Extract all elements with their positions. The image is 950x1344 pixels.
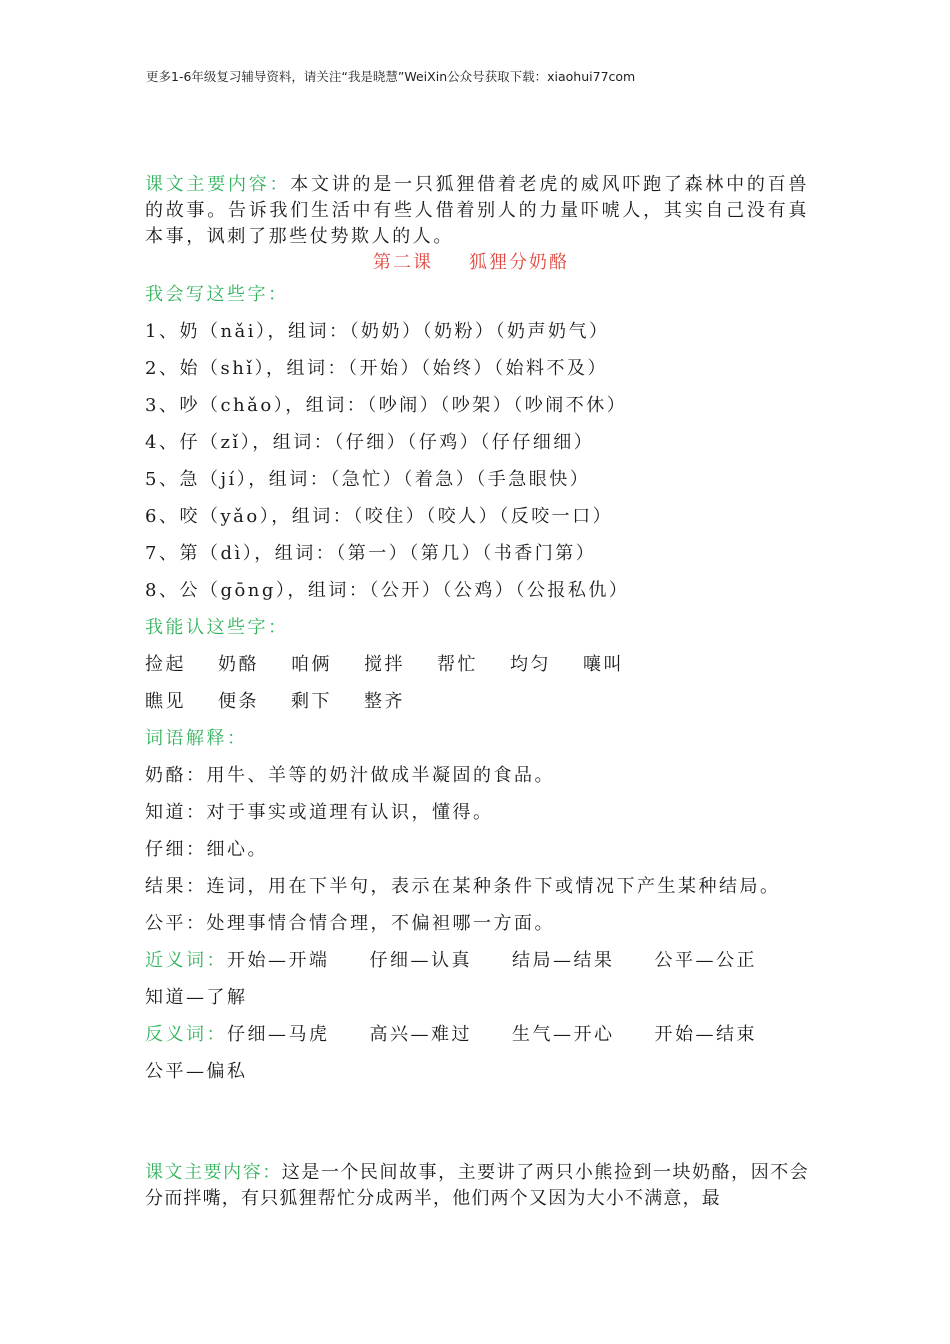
summary-text: 本文讲的是一只狐狸借着老虎的威风吓跑了森林中的百兽的故事。告诉我们生活中有些人借着别人的力量吓唬人，其实自己没有真本事，讽刺了那些仗势欺人的人。: [145, 174, 810, 247]
recognize-word: 瞧见: [145, 691, 186, 712]
recognize-word: 嚷叫: [583, 654, 624, 675]
explain-item-3: 仔细：细心。: [145, 839, 268, 860]
summary-lesson-1: [145, 172, 809, 250]
summary-lesson-2: [145, 1160, 809, 1212]
antonym-pair: 高兴—难过: [369, 1024, 472, 1045]
recognize-heading: 我能认这些字：: [145, 617, 289, 638]
antonym-pair: 仔细—马虎: [227, 1024, 330, 1045]
explain-item-5: 公平：处理事情合情合理，不偏袒哪一方面。: [145, 913, 555, 934]
summary-label: 课文主要内容：: [145, 174, 291, 195]
document-body: [145, 172, 809, 1212]
write-item-2: 2、始（shǐ），组词：（开始）（始终）（始料不及）: [145, 358, 609, 379]
antonyms-row-2: [145, 1053, 809, 1090]
write-item-4: 4、仔（zǐ），组词：（仔细）（仔鸡）（仔仔细细）: [145, 432, 595, 453]
write-item-5: 5、急（jí），组词：（急忙）（着急）（手急眼快）: [145, 469, 591, 490]
summary-text: 这是一个民间故事，主要讲了两只小熊捡到一块奶酪，因不会分而拌嘴，有只狐狸帮忙分成两半，他们两个又因为大小不满意，最: [145, 1162, 809, 1209]
synonym-pair: 开始—开端: [227, 950, 330, 971]
recognize-word: 咱俩: [291, 654, 332, 675]
write-heading: 我会写这些字：: [145, 284, 289, 305]
explain-item-2: 知道：对于事实或道理有认识，懂得。: [145, 802, 494, 823]
explain-item-1: 奶酪：用牛、羊等的奶汁做成半凝固的食品。: [145, 765, 555, 786]
recognize-row-2: [145, 683, 809, 720]
synonym-pair: 结局—结果: [512, 950, 615, 971]
recognize-word: 均匀: [510, 654, 551, 675]
lesson-title: [145, 250, 809, 276]
synonyms-label: 近义词：: [145, 950, 227, 971]
lesson-number: 第二课: [373, 252, 433, 273]
summary-label: 课文主要内容：: [145, 1162, 282, 1183]
explain-item-4: 结果：连词，用在下半句，表示在某种条件下或情况下产生某种结局。: [145, 876, 781, 897]
antonym-pair: 生气—开心: [512, 1024, 615, 1045]
write-item-7: 7、第（dì），组词：（第一）（第几）（书香门第）: [145, 543, 597, 564]
antonym-pair: 开始—结束: [654, 1024, 757, 1045]
antonyms-row-1: [145, 1016, 809, 1053]
synonyms-row-1: [145, 942, 809, 979]
synonym-pair: 仔细—认真: [369, 950, 472, 971]
synonym-pair: 公平—公正: [654, 950, 757, 971]
recognize-row-1: [145, 646, 809, 683]
write-item-8: 8、公（gōng），组词：（公开）（公鸡）（公报私仇）: [145, 580, 630, 601]
write-item-3: 3、吵（chǎo），组词：（吵闹）（吵架）（吵闹不休）: [145, 395, 628, 416]
recognize-word: 便条: [218, 691, 259, 712]
recognize-word: 奶酪: [218, 654, 259, 675]
synonyms-row-2: [145, 979, 809, 1016]
section-spacer: [145, 1090, 809, 1160]
write-item-1: 1、奶（nǎi），组词：（奶奶）（奶粉）（奶声奶气）: [145, 321, 610, 342]
page-header: 更多1-6年级复习辅导资料，请关注“我是晓慧”WeiXin公众号获取下载：xiaohui77com: [146, 69, 636, 84]
recognize-word: 帮忙: [437, 654, 478, 675]
write-item-6: 6、咬（yǎo），组词：（咬住）（咬人）（反咬一口）: [145, 506, 614, 527]
antonym-pair: 公平—偏私: [145, 1061, 248, 1082]
recognize-word: 捡起: [145, 654, 186, 675]
synonym-pair: 知道—了解: [145, 987, 248, 1008]
explain-heading: 词语解释：: [145, 728, 248, 749]
lesson-name: 狐狸分奶酪: [469, 252, 569, 273]
recognize-word: 搅拌: [364, 654, 405, 675]
recognize-word: 整齐: [364, 691, 405, 712]
antonyms-label: 反义词：: [145, 1024, 227, 1045]
recognize-word: 剩下: [291, 691, 332, 712]
